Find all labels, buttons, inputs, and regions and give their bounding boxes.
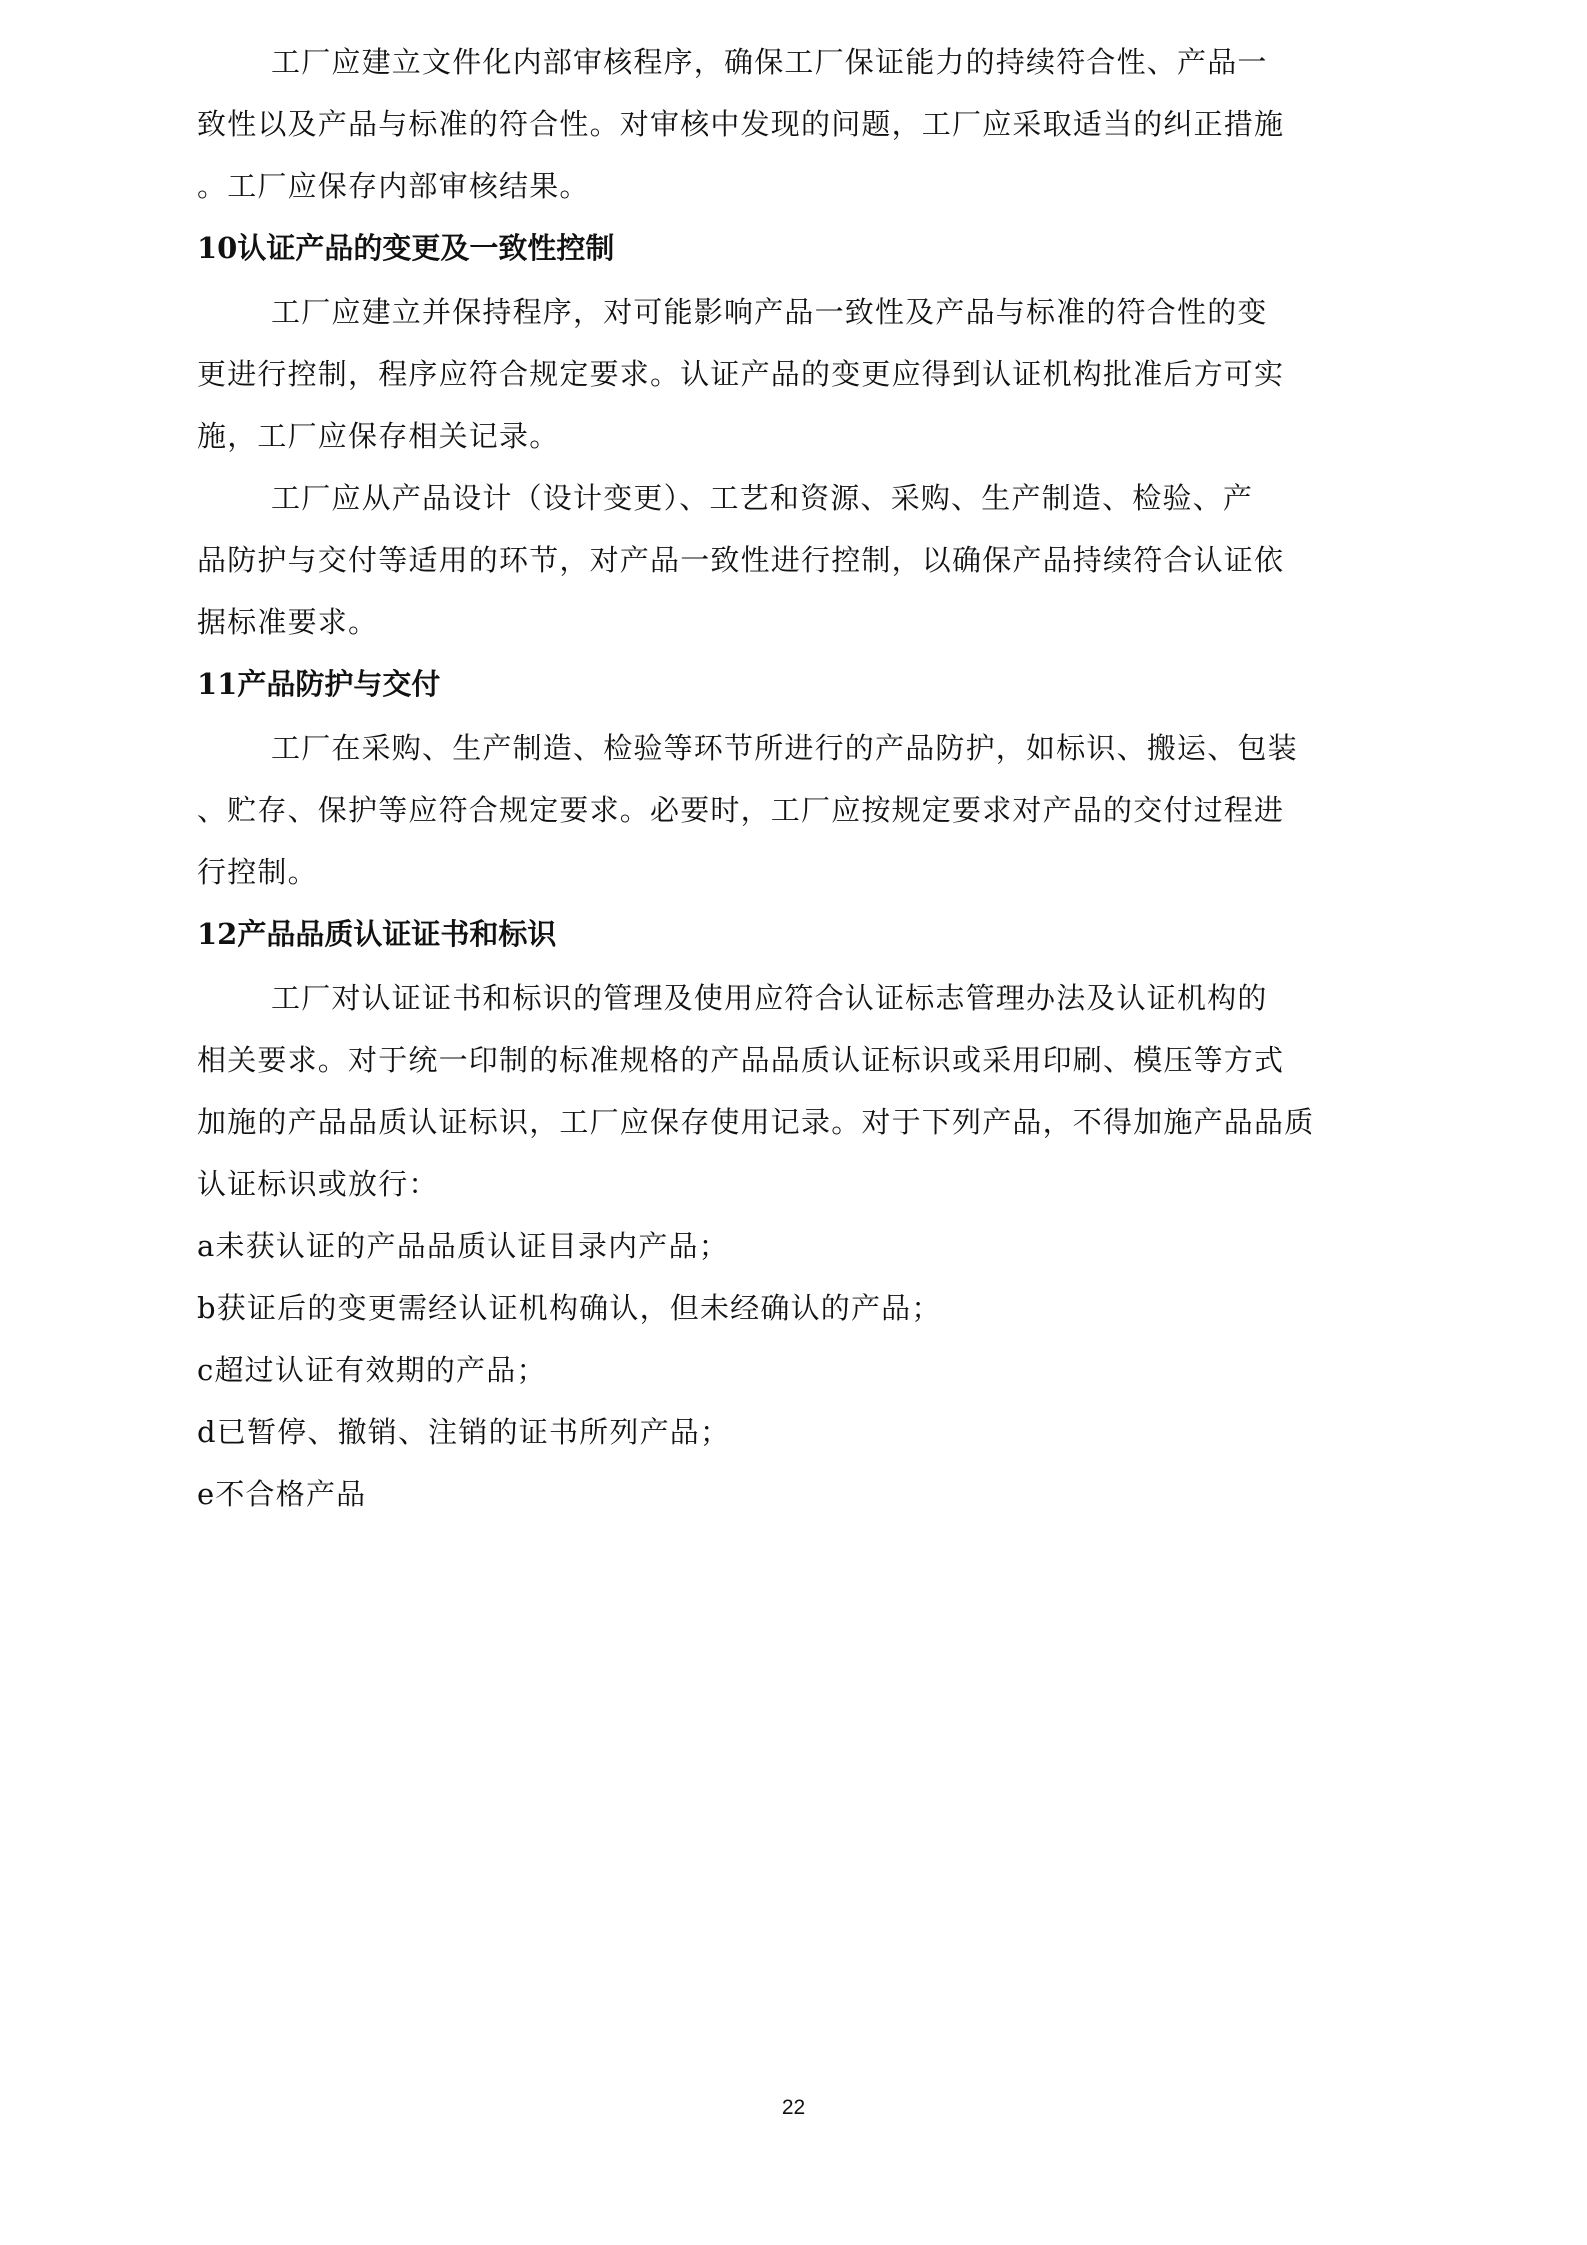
- paragraph-line: 施，工厂应保存相关记录。: [197, 419, 560, 453]
- paragraph-line: 工厂应建立并保持程序，对可能影响产品一致性及产品与标准的符合性的变: [271, 295, 1268, 329]
- paragraph-line: 更进行控制，程序应符合规定要求。认证产品的变更应得到认证机构批准后方可实: [197, 357, 1285, 391]
- paragraph-line: 致性以及产品与标准的符合性。对审核中发现的问题，工厂应采取适当的纠正措施: [197, 107, 1285, 141]
- list-item: d已暂停、撤销、注销的证书所列产品；: [197, 1415, 731, 1449]
- list-item: b获证后的变更需经认证机构确认，但未经确认的产品；: [197, 1291, 942, 1325]
- paragraph-line: 工厂对认证证书和标识的管理及使用应符合认证标志管理办法及认证机构的: [271, 981, 1268, 1015]
- section-heading-11: 11产品防护与交付: [197, 667, 441, 701]
- list-item: c超过认证有效期的产品；: [197, 1353, 547, 1387]
- paragraph-line: 据标准要求。: [197, 605, 379, 639]
- section-heading-12: 12产品品质认证证书和标识: [197, 917, 557, 951]
- list-item: a未获认证的产品品质认证目录内产品；: [197, 1229, 729, 1263]
- paragraph-line: 、贮存、保护等应符合规定要求。必要时，工厂应按规定要求对产品的交付过程进: [197, 793, 1285, 827]
- page-number: 22: [781, 2096, 806, 2119]
- paragraph-line: 加施的产品品质认证标识，工厂应保存使用记录。对于下列产品，不得加施产品品质: [197, 1105, 1315, 1139]
- paragraph-line: 工厂应建立文件化内部审核程序，确保工厂保证能力的持续符合性、产品一: [271, 45, 1268, 79]
- paragraph-line: 认证标识或放行：: [197, 1167, 439, 1201]
- paragraph-line: 行控制。: [197, 855, 318, 889]
- list-item: e不合格产品: [197, 1477, 367, 1511]
- paragraph-line: 。工厂应保存内部审核结果。: [197, 169, 590, 203]
- paragraph-line: 工厂应从产品设计（设计变更）、工艺和资源、采购、生产制造、检验、产: [271, 481, 1254, 515]
- paragraph-line: 相关要求。对于统一印制的标准规格的产品品质认证标识或采用印刷、模压等方式: [197, 1043, 1285, 1077]
- paragraph-line: 品防护与交付等适用的环节，对产品一致性进行控制，以确保产品持续符合认证依: [197, 543, 1285, 577]
- section-heading-10: 10认证产品的变更及一致性控制: [197, 231, 615, 265]
- paragraph-line: 工厂在采购、生产制造、检验等环节所进行的产品防护，如标识、搬运、包装: [271, 731, 1298, 765]
